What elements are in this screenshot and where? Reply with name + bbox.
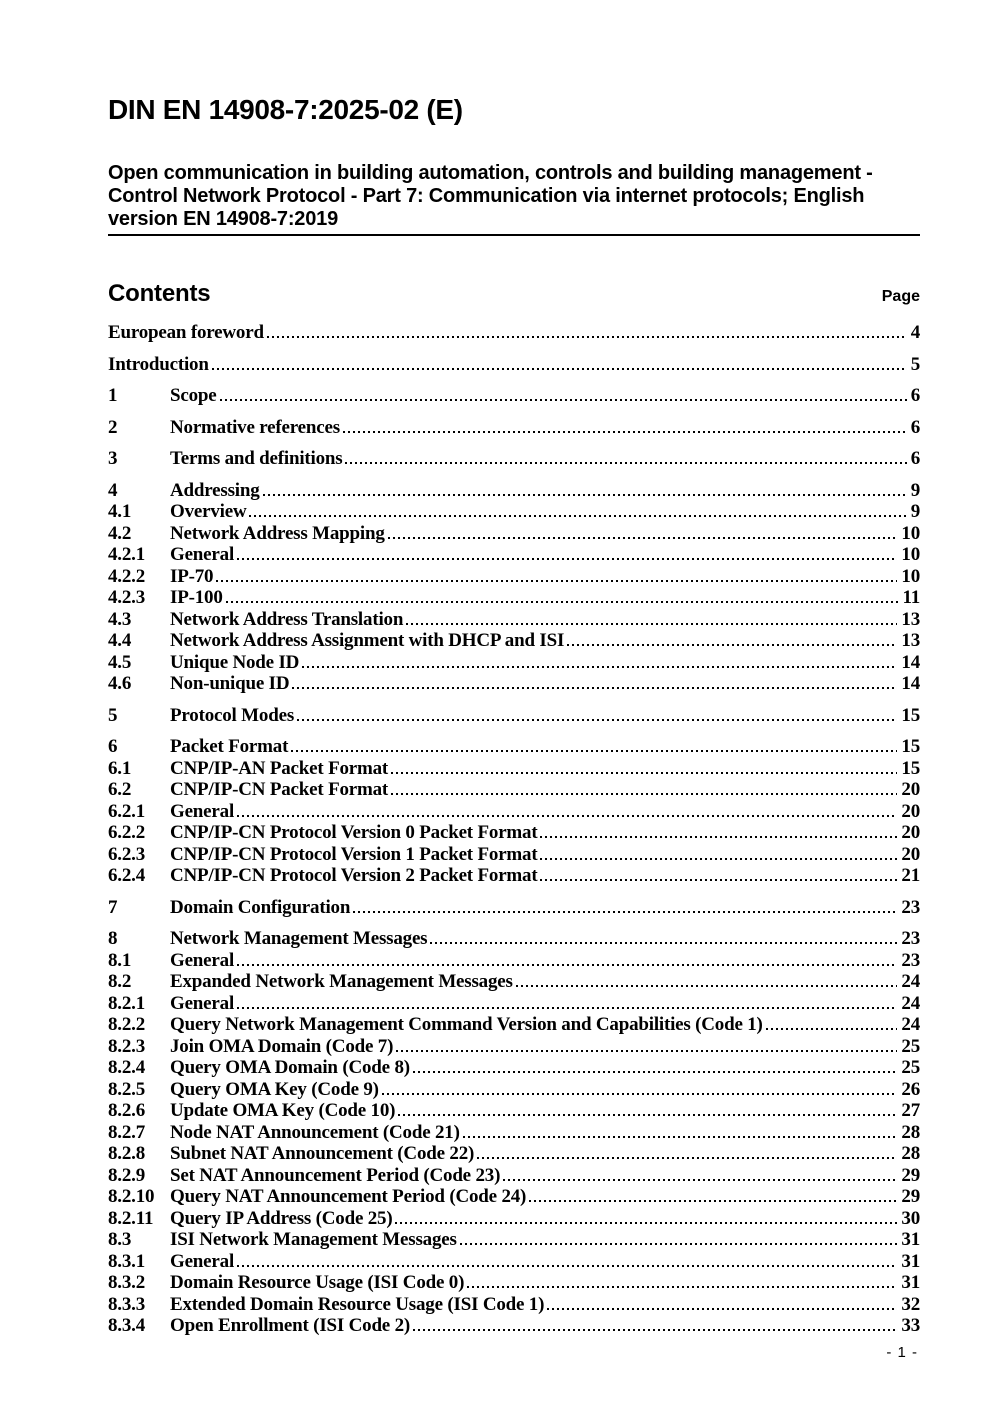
toc-dot-leader xyxy=(291,750,897,752)
toc-entry-number: 8.2.7 xyxy=(108,1121,146,1143)
toc-entry[interactable] xyxy=(108,758,920,780)
toc-dot-leader xyxy=(540,858,897,860)
toc-dot-leader xyxy=(292,687,897,689)
toc-dot-leader xyxy=(567,644,897,646)
toc-entry[interactable] xyxy=(108,523,920,545)
toc-entry-page: 10 xyxy=(901,565,920,587)
toc-entry-title: General xyxy=(170,800,235,822)
toc-entry-page: 32 xyxy=(901,1293,920,1315)
toc-entry-number: 8.2.4 xyxy=(108,1057,146,1078)
toc-entry[interactable] xyxy=(108,1186,920,1208)
toc-entry-title: Unique Node ID xyxy=(170,651,300,673)
toc-entry-title: CNP/IP-CN Packet Format xyxy=(170,779,389,800)
toc-dot-leader xyxy=(395,1222,897,1224)
toc-entry-number: 4.3 xyxy=(108,608,132,630)
toc-entry-title: Query OMA Key (Code 9) xyxy=(170,1078,379,1100)
toc-entry-number: 4.2.2 xyxy=(108,565,146,587)
toc-entry-title: Join OMA Domain (Code 7) xyxy=(170,1035,394,1057)
toc-entry[interactable] xyxy=(108,971,920,993)
toc-entry-title: Packet Format xyxy=(170,736,289,757)
toc-entry-title: Extended Domain Resource Usage (ISI Code 1) xyxy=(170,1293,545,1315)
toc-dot-leader xyxy=(237,1265,897,1267)
toc-dot-leader xyxy=(297,719,897,721)
toc-entry-page: 15 xyxy=(901,757,920,779)
toc-entry-page: 6 xyxy=(910,385,920,406)
document-code-heading: DIN EN 14908-7:2025-02 (E) xyxy=(108,94,463,125)
toc-entry[interactable] xyxy=(108,501,920,523)
toc-entry-title: ISI Network Management Messages xyxy=(170,1229,457,1250)
toc-entry-title: Query Network Management Command Version and Capabilities (Code 1) xyxy=(170,1014,763,1035)
toc-entry[interactable] xyxy=(108,1251,920,1273)
toc-entry-title: General xyxy=(170,544,235,565)
page-column-label: Page xyxy=(881,288,920,305)
toc-dot-leader xyxy=(516,985,898,987)
toc-entry[interactable] xyxy=(108,652,920,674)
toc-entry-page: 33 xyxy=(901,1315,920,1336)
toc-dot-leader xyxy=(547,1308,897,1310)
toc-entry-page: 14 xyxy=(901,651,920,673)
toc-entry-page: 31 xyxy=(901,1229,920,1250)
toc-entry-number: 6.2.4 xyxy=(108,865,146,886)
toc-entry[interactable] xyxy=(108,1014,920,1036)
toc-entry-number: 4 xyxy=(108,479,118,501)
toc-entry-number: 4.2.1 xyxy=(108,544,146,565)
toc-entry-page: 23 xyxy=(901,949,920,971)
toc-entry[interactable] xyxy=(108,1208,920,1230)
toc-entry-title: Domain Configuration xyxy=(170,896,351,918)
toc-entry[interactable] xyxy=(108,1057,920,1079)
toc-dot-leader xyxy=(391,793,897,795)
toc-entry-page: 15 xyxy=(901,736,920,757)
toc-entry[interactable] xyxy=(108,1229,920,1251)
toc-entry-page: 31 xyxy=(901,1272,920,1293)
toc-entry-title: Introduction xyxy=(108,353,209,375)
toc-dot-leader xyxy=(353,911,897,913)
toc-entry-title: Query OMA Domain (Code 8) xyxy=(170,1057,410,1078)
toc-dot-leader xyxy=(302,666,897,668)
toc-entry-title: Network Address Mapping xyxy=(170,522,385,544)
toc-entry-title: Update OMA Key (Code 10) xyxy=(170,1100,396,1121)
toc-entry[interactable] xyxy=(108,322,920,344)
toc-entry-page: 25 xyxy=(901,1035,920,1057)
toc-entry-title: Network Address Translation xyxy=(170,608,404,630)
toc-entry[interactable] xyxy=(108,417,920,439)
toc-entry[interactable] xyxy=(108,844,920,866)
toc-dot-leader xyxy=(406,623,897,625)
toc-entry[interactable] xyxy=(108,544,920,566)
toc-entry-page: 24 xyxy=(901,971,920,992)
toc-entry-page: 25 xyxy=(901,1057,920,1078)
toc-entry-title: Addressing xyxy=(170,479,260,501)
toc-entry-page: 9 xyxy=(910,501,920,522)
toc-entry-title: Set NAT Announcement Period (Code 23) xyxy=(170,1164,501,1186)
toc-entry[interactable] xyxy=(108,1036,920,1058)
toc-dot-leader xyxy=(396,1050,897,1052)
toc-entry-page: 27 xyxy=(901,1100,920,1121)
toc-entry-title: IP-70 xyxy=(170,565,214,587)
toc-dot-leader xyxy=(345,462,906,464)
toc-entry-number: 2 xyxy=(108,416,118,438)
toc-entry[interactable] xyxy=(108,801,920,823)
toc-entry-title: Open Enrollment (ISI Code 2) xyxy=(170,1315,411,1336)
toc-entry-page: 10 xyxy=(901,522,920,544)
toc-entry[interactable] xyxy=(108,385,920,407)
toc-entry[interactable] xyxy=(108,897,920,919)
toc-entry-page: 5 xyxy=(910,353,920,375)
toc-entry-page: 20 xyxy=(901,843,920,865)
toc-entry[interactable] xyxy=(108,865,920,887)
toc-dot-leader xyxy=(430,942,897,944)
toc-dot-leader xyxy=(237,815,897,817)
toc-entry-title: Scope xyxy=(170,385,217,406)
toc-entry-title: European foreword xyxy=(108,322,264,343)
toc-entry-page: 21 xyxy=(901,865,920,886)
toc-dot-leader xyxy=(391,772,897,774)
toc-entry-number: 8.2.11 xyxy=(108,1207,154,1229)
toc-dot-leader xyxy=(540,879,897,881)
toc-entry[interactable] xyxy=(108,779,920,801)
toc-entry-number: 4.2 xyxy=(108,522,132,544)
toc-entry[interactable] xyxy=(108,448,920,470)
toc-entry-number: 8.3.1 xyxy=(108,1250,146,1272)
toc-entry-number: 6.1 xyxy=(108,757,132,779)
toc-entry-page: 6 xyxy=(910,416,920,438)
toc-entry-page: 10 xyxy=(901,544,920,565)
toc-entry[interactable] xyxy=(108,950,920,972)
toc-entry-number: 8.2.2 xyxy=(108,1014,146,1035)
toc-entry-title: Subnet NAT Announcement (Code 22) xyxy=(170,1143,475,1164)
toc-entry-number: 1 xyxy=(108,385,118,406)
toc-entry[interactable] xyxy=(108,630,920,652)
toc-entry[interactable] xyxy=(108,822,920,844)
document-title-line: Open communication in building automation, controls and building management - xyxy=(108,162,873,184)
toc-entry-title: Expanded Network Management Messages xyxy=(170,971,513,992)
toc-dot-leader xyxy=(413,1329,897,1331)
toc-entry[interactable] xyxy=(108,1143,920,1165)
toc-entry[interactable] xyxy=(108,705,920,727)
toc-entry-page: 9 xyxy=(910,479,920,501)
toc-entry-title: Overview xyxy=(170,501,247,522)
toc-entry-number: 8.2 xyxy=(108,971,132,992)
toc-dot-leader xyxy=(398,1114,897,1116)
document-title-line: version EN 14908-7:2019 xyxy=(108,208,338,230)
contents-header xyxy=(108,280,920,308)
toc-entry-title: CNP/IP-CN Protocol Version 0 Packet Format xyxy=(170,822,538,843)
toc-entry[interactable] xyxy=(108,587,920,609)
toc-entry[interactable] xyxy=(108,1165,920,1187)
toc-entry-page: 30 xyxy=(901,1207,920,1229)
toc-dot-leader xyxy=(343,431,907,433)
toc-entry-number: 4.1 xyxy=(108,501,132,522)
toc-entry-number: 8.2.1 xyxy=(108,992,146,1014)
toc-entry-number: 4.4 xyxy=(108,630,132,651)
toc-entry-number: 8.2.5 xyxy=(108,1078,146,1100)
toc-entry[interactable] xyxy=(108,928,920,950)
toc-entry-page: 6 xyxy=(910,448,920,469)
toc-entry-number: 5 xyxy=(108,704,118,726)
toc-entry[interactable] xyxy=(108,354,920,376)
toc-entry-number: 8.3 xyxy=(108,1229,132,1250)
toc-entry-number: 8.3.2 xyxy=(108,1272,146,1293)
toc-entry-number: 4.6 xyxy=(108,673,132,694)
toc-entry-page: 28 xyxy=(901,1143,920,1164)
toc-dot-leader xyxy=(477,1157,897,1159)
toc-entry[interactable] xyxy=(108,1122,920,1144)
contents-heading: Contents xyxy=(108,280,211,307)
toc-entry-number: 8.3.3 xyxy=(108,1293,146,1315)
toc-entry-title: CNP/IP-CN Protocol Version 1 Packet Format xyxy=(170,843,538,865)
toc-dot-leader xyxy=(249,515,906,517)
toc-entry[interactable] xyxy=(108,566,920,588)
toc-entry-number: 8.2.6 xyxy=(108,1100,146,1121)
toc-entry-title: Domain Resource Usage (ISI Code 0) xyxy=(170,1272,465,1293)
toc-entry[interactable] xyxy=(108,1079,920,1101)
toc-entry-title: IP-100 xyxy=(170,587,223,608)
toc-entry-page: 13 xyxy=(901,608,920,630)
toc-dot-leader xyxy=(529,1200,897,1202)
toc-dot-leader xyxy=(766,1028,898,1030)
toc-entry-page: 28 xyxy=(901,1121,920,1143)
toc-entry-number: 6.2.3 xyxy=(108,843,146,865)
toc-entry[interactable] xyxy=(108,609,920,631)
toc-dot-leader xyxy=(460,1243,898,1245)
toc-dot-leader xyxy=(212,368,907,370)
document-title xyxy=(108,162,920,231)
toc-entry[interactable] xyxy=(108,480,920,502)
toc-entry-title: Node NAT Announcement (Code 21) xyxy=(170,1121,460,1143)
toc-dot-leader xyxy=(463,1136,898,1138)
toc-entry-page: 20 xyxy=(901,800,920,822)
toc-entry-title: General xyxy=(170,1250,235,1272)
toc-entry-page: 14 xyxy=(901,673,920,694)
toc-entry-page: 24 xyxy=(901,992,920,1014)
toc-entry-page: 15 xyxy=(901,704,920,726)
toc-entry-title: General xyxy=(170,992,235,1014)
toc-entry-title: Protocol Modes xyxy=(170,704,295,726)
toc-entry-number: 6.2.1 xyxy=(108,800,146,822)
toc-entry-title: Query IP Address (Code 25) xyxy=(170,1207,393,1229)
toc-entry-number: 3 xyxy=(108,448,118,469)
toc-dot-leader xyxy=(267,336,907,338)
toc-entry-title: Network Management Messages xyxy=(170,928,428,949)
toc-dot-leader xyxy=(413,1071,898,1073)
toc-dot-leader xyxy=(226,601,899,603)
toc-dot-leader xyxy=(540,836,897,838)
toc-entry-number: 7 xyxy=(108,896,118,918)
toc-entry-page: 26 xyxy=(901,1078,920,1100)
toc-entry[interactable] xyxy=(108,736,920,758)
toc-entry-number: 8 xyxy=(108,928,118,949)
toc-entry[interactable] xyxy=(108,1272,920,1294)
toc-dot-leader xyxy=(220,399,907,401)
toc-entry-number: 8.2.8 xyxy=(108,1143,146,1164)
toc-dot-leader xyxy=(216,580,897,582)
toc-entry[interactable] xyxy=(108,673,920,695)
toc-entry-title: Non-unique ID xyxy=(170,673,290,694)
toc-entry-number: 8.2.10 xyxy=(108,1186,155,1207)
toc-entry-number: 4.2.3 xyxy=(108,587,146,608)
toc-entry-page: 31 xyxy=(901,1250,920,1272)
toc-entry-number: 8.2.9 xyxy=(108,1164,146,1186)
toc-entry-page: 24 xyxy=(901,1014,920,1035)
toc-entry-title: CNP/IP-CN Protocol Version 2 Packet Format xyxy=(170,865,538,886)
toc-entry-page: 13 xyxy=(901,630,920,651)
toc-list xyxy=(108,322,920,1337)
toc-entry-page: 29 xyxy=(901,1164,920,1186)
toc-dot-leader xyxy=(237,1007,897,1009)
toc-dot-leader xyxy=(237,558,897,560)
toc-entry-title: Network Address Assignment with DHCP and ISI xyxy=(170,630,565,651)
toc-entry-number: 8.2.3 xyxy=(108,1035,146,1057)
toc-entry-page: 4 xyxy=(910,322,920,343)
toc-entry-number: 6.2 xyxy=(108,779,132,800)
toc-entry-number: 6.2.2 xyxy=(108,822,146,843)
title-divider-rule xyxy=(108,234,920,236)
toc-entry-title: Normative references xyxy=(170,416,340,438)
toc-dot-leader xyxy=(503,1179,897,1181)
toc-entry-page: 23 xyxy=(901,896,920,918)
toc-entry-page: 11 xyxy=(902,587,920,608)
toc-entry-title: Terms and definitions xyxy=(170,448,343,469)
toc-dot-leader xyxy=(237,964,897,966)
toc-entry-number: 4.5 xyxy=(108,651,132,673)
toc-entry[interactable] xyxy=(108,1100,920,1122)
toc-entry[interactable] xyxy=(108,1294,920,1316)
document-title-line: Control Network Protocol - Part 7: Communication via internet protocols; English xyxy=(108,185,865,207)
toc-entry-page: 29 xyxy=(901,1186,920,1207)
toc-entry-number: 8.1 xyxy=(108,949,132,971)
page-number-footer: - 1 - xyxy=(886,1343,918,1361)
toc-entry-number: 6 xyxy=(108,736,118,757)
toc-entry-title: General xyxy=(170,949,235,971)
toc-dot-leader xyxy=(388,537,898,539)
toc-dot-leader xyxy=(467,1286,897,1288)
toc-entry-number: 8.3.4 xyxy=(108,1315,146,1336)
toc-dot-leader xyxy=(263,494,907,496)
toc-entry-title: Query NAT Announcement Period (Code 24) xyxy=(170,1186,527,1207)
toc-entry[interactable] xyxy=(108,993,920,1015)
toc-dot-leader xyxy=(382,1093,898,1095)
toc-entry-page: 20 xyxy=(901,779,920,800)
toc-entry-title: CNP/IP-AN Packet Format xyxy=(170,757,389,779)
toc-entry-page: 23 xyxy=(901,928,920,949)
toc-entry-page: 20 xyxy=(901,822,920,843)
toc-entry[interactable] xyxy=(108,1315,920,1337)
